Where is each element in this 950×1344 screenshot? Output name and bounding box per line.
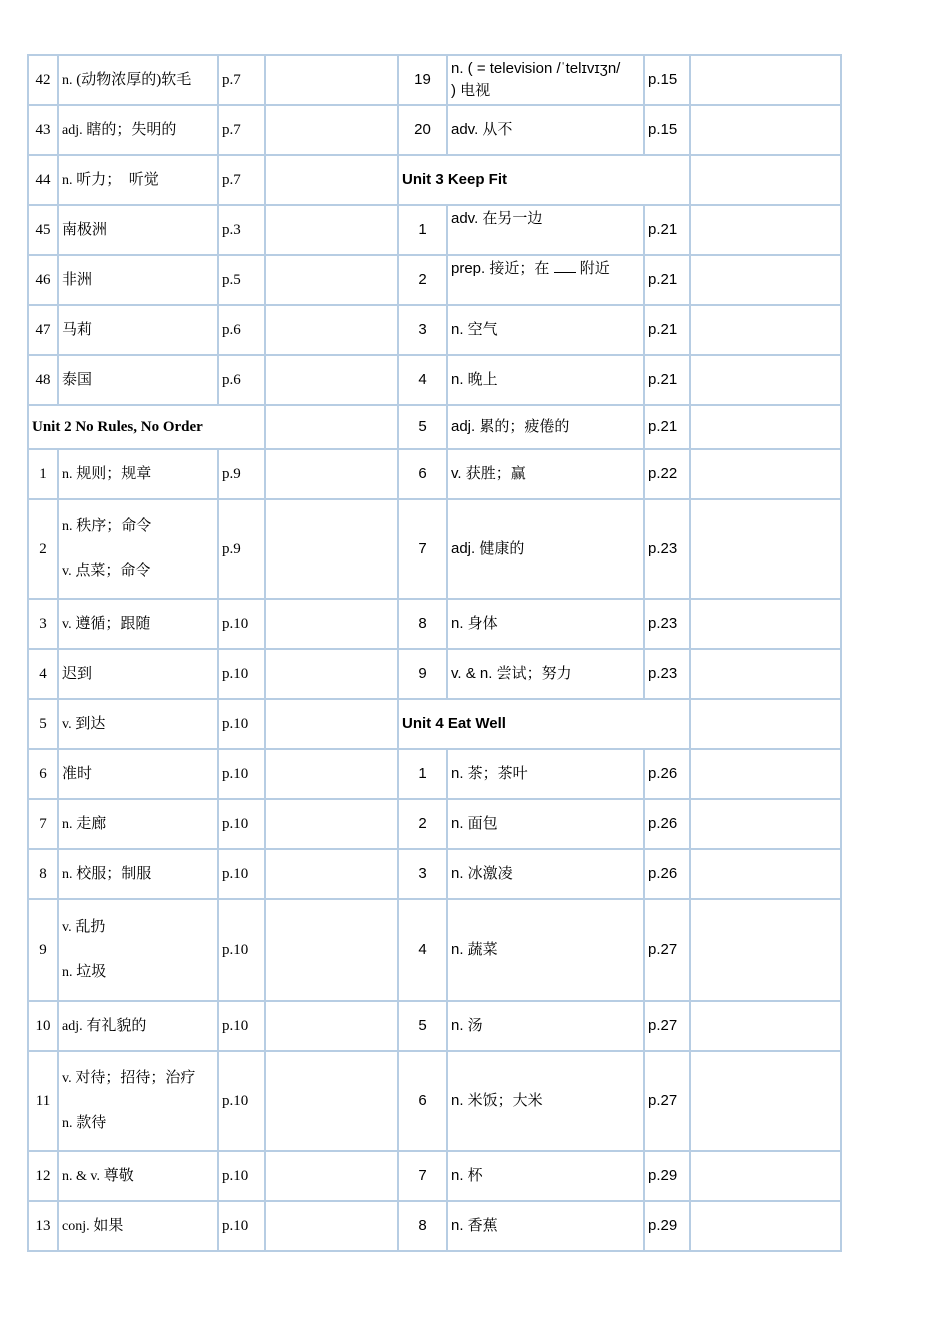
entry-number: 2 bbox=[28, 499, 58, 599]
entry-definition: v. & n. 尝试；努力 bbox=[447, 649, 644, 699]
entry-definition: n. 空气 bbox=[447, 305, 644, 355]
page-ref: p.21 bbox=[644, 255, 690, 305]
table-row bbox=[28, 899, 841, 1001]
answer-cell[interactable] bbox=[265, 649, 398, 699]
page-ref: p.29 bbox=[644, 1151, 690, 1201]
entry-definition: n. 秩序；命令 v. 点菜；命令 bbox=[58, 499, 218, 599]
table-row bbox=[28, 1051, 841, 1151]
entry-number: 13 bbox=[28, 1201, 58, 1251]
table-row bbox=[28, 1001, 841, 1051]
entry-number: 1 bbox=[398, 749, 447, 799]
entry-number: 5 bbox=[398, 405, 447, 449]
answer-cell[interactable] bbox=[265, 1051, 398, 1151]
entry-definition: v. 到达 bbox=[58, 699, 218, 749]
unit-heading: Unit 2 No Rules, No Order bbox=[28, 405, 265, 449]
page-ref: p.29 bbox=[644, 1201, 690, 1251]
table-row bbox=[28, 599, 841, 649]
page-ref: p.23 bbox=[644, 599, 690, 649]
vocabulary-table bbox=[27, 54, 842, 1252]
entry-definition: prep. 接近；在 附近 bbox=[447, 255, 644, 305]
page-ref: p.10 bbox=[218, 599, 265, 649]
page-ref: p.9 bbox=[218, 499, 265, 599]
entry-number: 6 bbox=[28, 749, 58, 799]
entry-definition: adv. 在另一边 bbox=[447, 205, 644, 255]
answer-cell[interactable] bbox=[690, 1051, 841, 1151]
entry-definition: n. 汤 bbox=[447, 1001, 644, 1051]
answer-cell[interactable] bbox=[265, 749, 398, 799]
answer-cell[interactable] bbox=[690, 205, 841, 255]
entry-definition: n. 茶；茶叶 bbox=[447, 749, 644, 799]
answer-cell[interactable] bbox=[690, 699, 841, 749]
answer-cell[interactable] bbox=[265, 305, 398, 355]
page-ref: p.15 bbox=[644, 105, 690, 155]
entry-definition: 准时 bbox=[58, 749, 218, 799]
page-ref: p.10 bbox=[218, 1151, 265, 1201]
entry-number: 8 bbox=[398, 1201, 447, 1251]
entry-number: 3 bbox=[398, 305, 447, 355]
page-ref: p.10 bbox=[218, 1201, 265, 1251]
table-row bbox=[28, 799, 841, 849]
answer-cell[interactable] bbox=[265, 449, 398, 499]
page-ref: p.10 bbox=[218, 699, 265, 749]
answer-cell[interactable] bbox=[690, 849, 841, 899]
page-ref: p.23 bbox=[644, 499, 690, 599]
entry-number: 6 bbox=[398, 449, 447, 499]
entry-definition: n. 走廊 bbox=[58, 799, 218, 849]
entry-definition: n. & v. 尊敬 bbox=[58, 1151, 218, 1201]
entry-number: 9 bbox=[398, 649, 447, 699]
entry-definition: v. 遵循；跟随 bbox=[58, 599, 218, 649]
entry-definition: 马莉 bbox=[58, 305, 218, 355]
page-ref: p.26 bbox=[644, 799, 690, 849]
answer-cell[interactable] bbox=[265, 499, 398, 599]
entry-definition: conj. 如果 bbox=[58, 1201, 218, 1251]
entry-definition: 泰国 bbox=[58, 355, 218, 405]
entry-definition: n. (动物浓厚的)软毛 bbox=[58, 55, 218, 105]
answer-cell[interactable] bbox=[690, 449, 841, 499]
unit-heading: Unit 3 Keep Fit bbox=[398, 155, 690, 205]
page-ref: p.10 bbox=[218, 1051, 265, 1151]
entry-number: 10 bbox=[28, 1001, 58, 1051]
answer-cell[interactable] bbox=[265, 1151, 398, 1201]
page-ref: p.21 bbox=[644, 205, 690, 255]
entry-number: 1 bbox=[28, 449, 58, 499]
answer-cell[interactable] bbox=[265, 105, 398, 155]
page-ref: p.27 bbox=[644, 1051, 690, 1151]
entry-definition: adj. 累的；疲倦的 bbox=[447, 405, 644, 449]
answer-cell[interactable] bbox=[690, 899, 841, 1001]
page-ref: p.15 bbox=[644, 55, 690, 105]
answer-cell[interactable] bbox=[265, 405, 398, 449]
answer-cell[interactable] bbox=[690, 499, 841, 599]
answer-cell[interactable] bbox=[265, 1001, 398, 1051]
entry-number: 4 bbox=[28, 649, 58, 699]
entry-number: 4 bbox=[398, 355, 447, 405]
entry-number: 46 bbox=[28, 255, 58, 305]
entry-number: 11 bbox=[28, 1051, 58, 1151]
answer-cell[interactable] bbox=[265, 1201, 398, 1251]
table-row bbox=[28, 849, 841, 899]
page-ref: p.9 bbox=[218, 449, 265, 499]
entry-definition: n. 面包 bbox=[447, 799, 644, 849]
answer-cell[interactable] bbox=[690, 799, 841, 849]
page-ref: p.27 bbox=[644, 1001, 690, 1051]
page-ref: p.7 bbox=[218, 55, 265, 105]
page-ref: p.21 bbox=[644, 355, 690, 405]
answer-cell[interactable] bbox=[690, 1151, 841, 1201]
entry-number: 12 bbox=[28, 1151, 58, 1201]
table-row bbox=[28, 649, 841, 699]
table-row bbox=[28, 405, 841, 449]
blank-line bbox=[554, 258, 576, 273]
page-ref: p.21 bbox=[644, 405, 690, 449]
entry-number: 6 bbox=[398, 1051, 447, 1151]
entry-number: 8 bbox=[28, 849, 58, 899]
table-row bbox=[28, 1201, 841, 1251]
entry-number: 7 bbox=[398, 499, 447, 599]
entry-number: 5 bbox=[28, 699, 58, 749]
entry-definition: adj. 瞎的；失明的 bbox=[58, 105, 218, 155]
answer-cell[interactable] bbox=[690, 105, 841, 155]
answer-cell[interactable] bbox=[690, 649, 841, 699]
entry-definition: 非洲 bbox=[58, 255, 218, 305]
table-row bbox=[28, 155, 841, 205]
entry-definition: v. 乱扔 n. 垃圾 bbox=[58, 899, 218, 1001]
entry-definition: n. 晚上 bbox=[447, 355, 644, 405]
page-ref: p.10 bbox=[218, 899, 265, 1001]
entry-number: 1 bbox=[398, 205, 447, 255]
entry-definition: 迟到 bbox=[58, 649, 218, 699]
entry-number: 48 bbox=[28, 355, 58, 405]
entry-definition: n. 杯 bbox=[447, 1151, 644, 1201]
page-ref: p.27 bbox=[644, 899, 690, 1001]
table-row bbox=[28, 699, 841, 749]
entry-number: 20 bbox=[398, 105, 447, 155]
table-row bbox=[28, 449, 841, 499]
entry-definition: n. 身体 bbox=[447, 599, 644, 649]
entry-number: 3 bbox=[28, 599, 58, 649]
entry-definition: n. 香蕉 bbox=[447, 1201, 644, 1251]
answer-cell[interactable] bbox=[265, 699, 398, 749]
page-ref: p.10 bbox=[218, 1001, 265, 1051]
answer-cell[interactable] bbox=[690, 355, 841, 405]
entry-number: 8 bbox=[398, 599, 447, 649]
answer-cell[interactable] bbox=[265, 799, 398, 849]
entry-number: 7 bbox=[398, 1151, 447, 1201]
page-ref: p.7 bbox=[218, 155, 265, 205]
entry-definition: 南极洲 bbox=[58, 205, 218, 255]
entry-definition: n. 校服；制服 bbox=[58, 849, 218, 899]
entry-number: 42 bbox=[28, 55, 58, 105]
entry-number: 45 bbox=[28, 205, 58, 255]
page-ref: p.26 bbox=[644, 749, 690, 799]
entry-number: 4 bbox=[398, 899, 447, 1001]
answer-cell[interactable] bbox=[690, 55, 841, 105]
page-ref: p.5 bbox=[218, 255, 265, 305]
entry-definition: v. 获胜；赢 bbox=[447, 449, 644, 499]
entry-number: 2 bbox=[398, 799, 447, 849]
entry-definition: n. 米饭；大米 bbox=[447, 1051, 644, 1151]
entry-number: 9 bbox=[28, 899, 58, 1001]
table-row bbox=[28, 1151, 841, 1201]
entry-definition: n. 规则；规章 bbox=[58, 449, 218, 499]
entry-number: 2 bbox=[398, 255, 447, 305]
entry-number: 5 bbox=[398, 1001, 447, 1051]
answer-cell[interactable] bbox=[265, 599, 398, 649]
answer-cell[interactable] bbox=[265, 205, 398, 255]
answer-cell[interactable] bbox=[265, 155, 398, 205]
entry-definition: adv. 从不 bbox=[447, 105, 644, 155]
answer-cell[interactable] bbox=[690, 155, 841, 205]
answer-cell[interactable] bbox=[690, 1201, 841, 1251]
page-ref: p.10 bbox=[218, 849, 265, 899]
answer-cell[interactable] bbox=[690, 305, 841, 355]
answer-cell[interactable] bbox=[690, 749, 841, 799]
table-row bbox=[28, 355, 841, 405]
page-ref: p.21 bbox=[644, 305, 690, 355]
entry-definition: adj. 健康的 bbox=[447, 499, 644, 599]
entry-definition: v. 对待；招待；治疗 n. 款待 bbox=[58, 1051, 218, 1151]
page-ref: p.26 bbox=[644, 849, 690, 899]
entry-number: 43 bbox=[28, 105, 58, 155]
page-ref: p.10 bbox=[218, 749, 265, 799]
entry-definition: n. 冰激凌 bbox=[447, 849, 644, 899]
page-ref: p.10 bbox=[218, 649, 265, 699]
entry-definition: n. 听力； 听觉 bbox=[58, 155, 218, 205]
entry-definition: n. 蔬菜 bbox=[447, 899, 644, 1001]
answer-cell[interactable] bbox=[690, 255, 841, 305]
entry-number: 19 bbox=[398, 55, 447, 105]
table-row bbox=[28, 55, 841, 105]
page-ref: p.23 bbox=[644, 649, 690, 699]
page-ref: p.3 bbox=[218, 205, 265, 255]
answer-cell[interactable] bbox=[265, 899, 398, 1001]
page-ref: p.10 bbox=[218, 799, 265, 849]
entry-number: 44 bbox=[28, 155, 58, 205]
page-ref: p.7 bbox=[218, 105, 265, 155]
answer-cell[interactable] bbox=[265, 355, 398, 405]
table-row bbox=[28, 499, 841, 599]
table-row bbox=[28, 749, 841, 799]
entry-definition: n. ( = television /ˈtelɪvɪʒn/ ) 电视 bbox=[447, 55, 644, 105]
answer-cell[interactable] bbox=[265, 255, 398, 305]
table-row bbox=[28, 205, 841, 255]
entry-definition: adj. 有礼貌的 bbox=[58, 1001, 218, 1051]
page-ref: p.22 bbox=[644, 449, 690, 499]
answer-cell[interactable] bbox=[690, 599, 841, 649]
entry-number: 47 bbox=[28, 305, 58, 355]
page-ref: p.6 bbox=[218, 305, 265, 355]
page-ref: p.6 bbox=[218, 355, 265, 405]
answer-cell[interactable] bbox=[690, 405, 841, 449]
table-row bbox=[28, 305, 841, 355]
entry-number: 7 bbox=[28, 799, 58, 849]
unit-heading: Unit 4 Eat Well bbox=[398, 699, 690, 749]
answer-cell[interactable] bbox=[690, 1001, 841, 1051]
table-row bbox=[28, 255, 841, 305]
entry-number: 3 bbox=[398, 849, 447, 899]
table-row bbox=[28, 105, 841, 155]
answer-cell[interactable] bbox=[265, 849, 398, 899]
answer-cell[interactable] bbox=[265, 55, 398, 105]
